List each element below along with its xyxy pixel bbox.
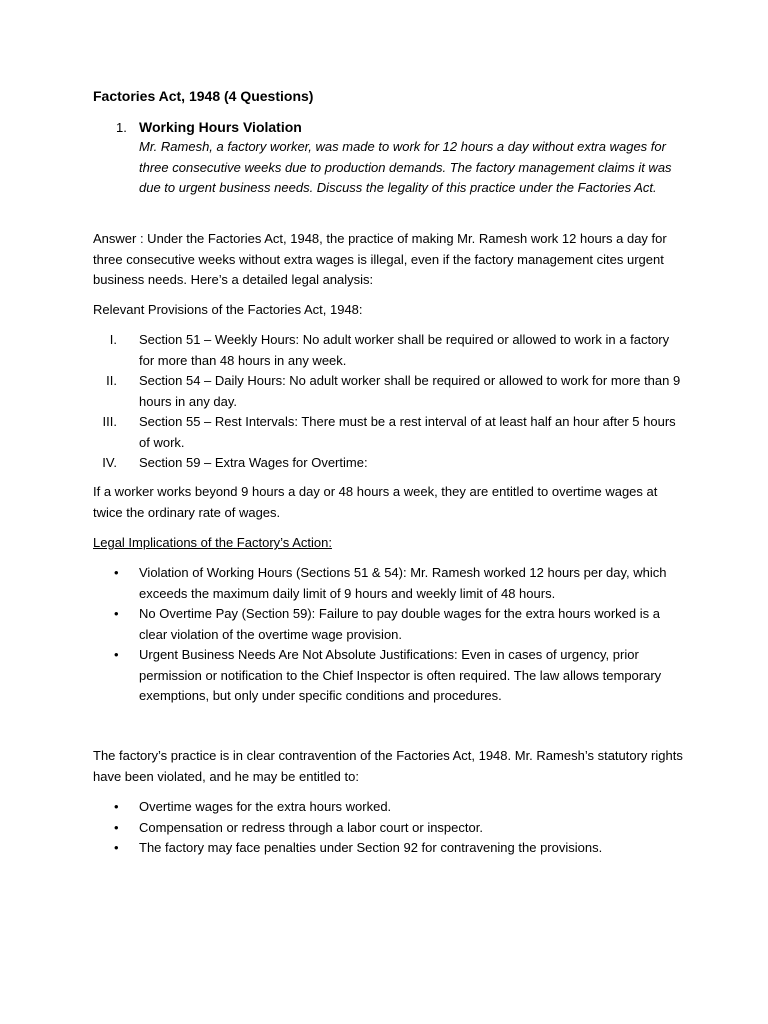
provision-number: IV. (102, 455, 117, 470)
provision-text: Section 51 – Weekly Hours: No adult worker shall be required or allowed to work in a factory for more than 48 hours in any week. (139, 332, 670, 368)
question-title: Working Hours Violation (139, 119, 302, 135)
provision-item (93, 371, 683, 412)
list-item (93, 838, 683, 859)
provision-item (93, 330, 683, 371)
bullet-icon: • (114, 606, 119, 621)
provision-text: Section 54 – Daily Hours: No adult worker shall be required or allowed to work for more than 9 hours in any day. (139, 373, 681, 409)
list-item (93, 604, 683, 645)
bullet-icon: • (114, 647, 119, 662)
provision-text: Section 55 – Rest Intervals: There must be a rest interval of at least half an hour after 5 hours of work. (139, 414, 676, 450)
legal-implications-heading: Legal Implications of the Factory’s Action: (93, 535, 332, 550)
implications-list (93, 563, 683, 707)
provision-item (93, 412, 683, 453)
provision-item (93, 453, 683, 474)
list-item-text: No Overtime Pay (Section 59): Failure to pay double wages for the extra hours worked is a clear violation of the overtime wage provision. (139, 606, 660, 642)
list-item (93, 645, 683, 707)
overtime-paragraph: If a worker works beyond 9 hours a day or 48 hours a week, they are entitled to overtime wages at twice the ordinary rate of wages. (93, 484, 658, 520)
question-block (93, 117, 683, 212)
list-item-text: Compensation or redress through a labor court or inspector. (139, 819, 483, 835)
question-number: 1. (116, 120, 127, 135)
list-item-text: Overtime wages for the extra hours worked. (139, 799, 392, 814)
list-item-text: Urgent Business Needs Are Not Absolute Justifications: Even in cases of urgency, prior permission or notification to the Chief Inspector is often required. The law allows temporary exemptions, but only under specific conditions and procedures. (139, 647, 662, 703)
provision-text: Section 59 – Extra Wages for Overtime: (139, 455, 368, 470)
bullet-icon: • (114, 819, 119, 835)
provisions-heading: Relevant Provisions of the Factories Act, 1948: (93, 302, 363, 317)
question-body: Mr. Ramesh, a factory worker, was made to work for 12 hours a day without extra wages for three consecutive weeks due to production demands. The factory management claims it was due to urgent business needs. Discuss the legality of this practice under the Factories Act. (139, 139, 672, 195)
provision-number: III. (102, 414, 117, 429)
conclusion-paragraph: The factory’s practice is in clear contravention of the Factories Act, 1948. Mr. Ramesh’s statutory rights have been violated, and he may be entitled to: (93, 748, 683, 784)
list-item (93, 818, 683, 839)
list-item (93, 797, 683, 818)
provisions-list (93, 330, 683, 474)
bullet-icon: • (114, 565, 119, 580)
provision-number: I. (109, 332, 117, 347)
provision-number: II. (106, 373, 117, 388)
list-item-text: The factory may face penalties under Section 92 for contravening the provisions. (139, 840, 603, 855)
bullet-icon: • (114, 840, 119, 855)
document-title: Factories Act, 1948 (4 Questions) (93, 88, 314, 104)
question-heading (93, 117, 683, 137)
entitlements-list (93, 797, 683, 859)
answer-paragraph: Answer : Under the Factories Act, 1948, the practice of making Mr. Ramesh work 12 hours a day for three consecutive weeks without extra wages is illegal, even if the factory management cites urgent business needs. Here’s a detailed legal analysis: (93, 231, 667, 287)
list-item (93, 563, 683, 604)
list-item-text: Violation of Working Hours (Sections 51 & 54): Mr. Ramesh worked 12 hours per day, which exceeds the maximum daily limit of 9 hours and weekly limit of 48 hours. (139, 565, 667, 601)
bullet-icon: • (114, 799, 119, 814)
